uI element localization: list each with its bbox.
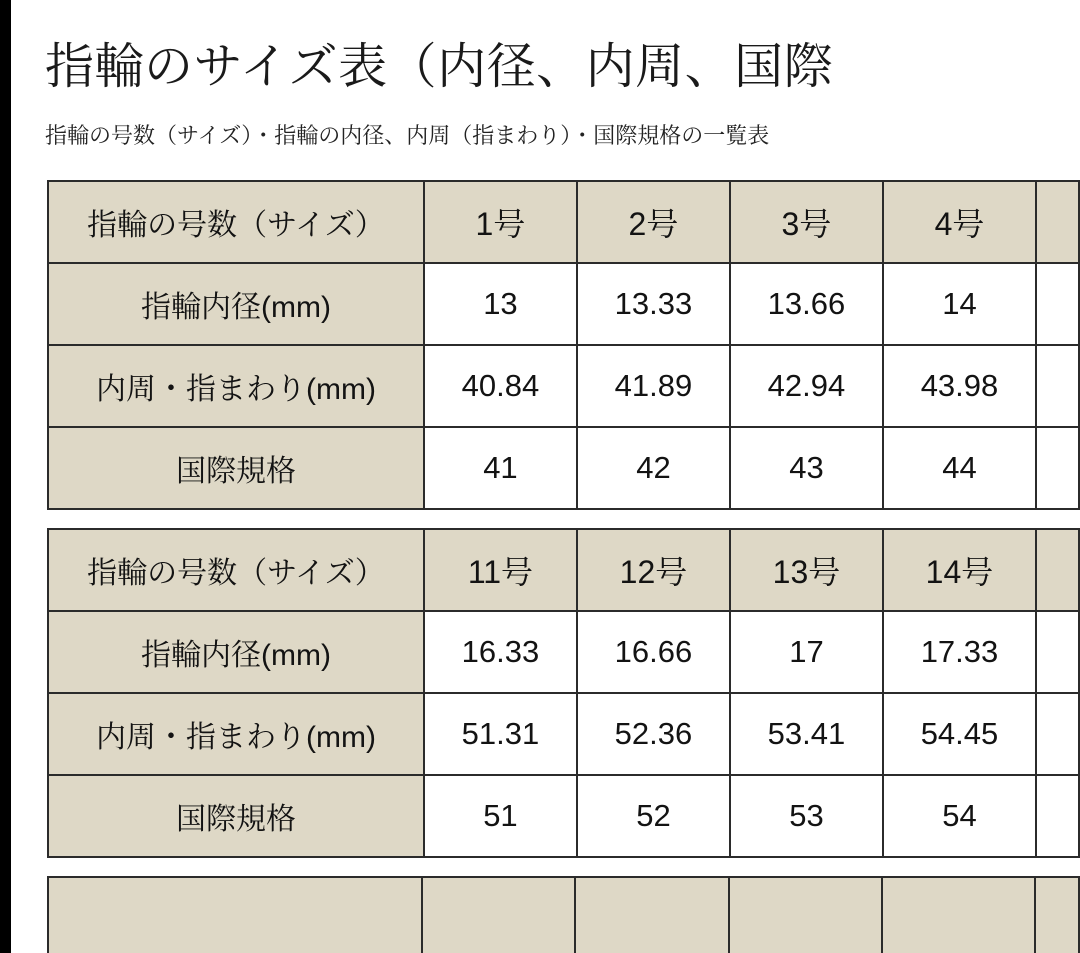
table-row	[48, 181, 1079, 263]
table-cell: 43	[730, 427, 883, 509]
table-cell: 52	[577, 775, 730, 857]
table-cell-clipped	[1036, 263, 1079, 345]
row-label-size-no: 指輪の号数（サイズ）	[48, 181, 424, 263]
row-label-size-no: 指輪の号数（サイズ）	[48, 529, 424, 611]
page-subtitle: 指輪の号数（サイズ）・指輪の内径、内周（指まわり）・国際規格の一覧表	[45, 122, 770, 148]
table-row	[48, 345, 1079, 427]
table-cell: 14号	[883, 529, 1036, 611]
table-row	[48, 877, 1079, 953]
table-cell: 41.89	[577, 345, 730, 427]
table-cell: 43.98	[883, 345, 1036, 427]
table-cell: 13号	[730, 529, 883, 611]
table-cell: 14	[883, 263, 1036, 345]
table-cell-clipped	[1036, 611, 1079, 693]
table-cell: 13.66	[730, 263, 883, 345]
table-cell-clipped	[1036, 693, 1079, 775]
table-row	[48, 529, 1079, 611]
table-cell	[575, 877, 728, 953]
table-cell: 16.33	[424, 611, 577, 693]
table-cell-clipped	[1036, 427, 1079, 509]
table-cell: 51	[424, 775, 577, 857]
table-cell: 13.33	[577, 263, 730, 345]
row-label-inner-diameter: 指輪内径(mm)	[48, 263, 424, 345]
table-cell: 2号	[577, 181, 730, 263]
row-label-international: 国際規格	[48, 775, 424, 857]
table-cell-clipped	[1035, 877, 1079, 953]
table-cell: 11号	[424, 529, 577, 611]
table-cell-clipped	[1036, 529, 1079, 611]
table-cell: 44	[883, 427, 1036, 509]
table-cell: 54.45	[883, 693, 1036, 775]
table-cell: 42.94	[730, 345, 883, 427]
row-label-international: 国際規格	[48, 427, 424, 509]
table-cell-clipped	[1036, 345, 1079, 427]
row-label-inner-diameter: 指輪内径(mm)	[48, 611, 424, 693]
size-tables	[47, 180, 1080, 953]
table-cell	[729, 877, 882, 953]
table-cell: 42	[577, 427, 730, 509]
table-cell: 13	[424, 263, 577, 345]
document-content	[11, 0, 1080, 953]
table-cell: 41	[424, 427, 577, 509]
table-cell	[882, 877, 1035, 953]
size-table-2	[47, 528, 1080, 858]
table-cell: 17.33	[883, 611, 1036, 693]
table-row	[48, 611, 1079, 693]
table-cell: 17	[730, 611, 883, 693]
table-cell: 53	[730, 775, 883, 857]
table-cell	[422, 877, 575, 953]
row-label-circumference: 内周・指まわり(mm)	[48, 345, 424, 427]
size-table-1	[47, 180, 1080, 510]
table-cell-clipped	[1036, 775, 1079, 857]
table-cell: 16.66	[577, 611, 730, 693]
size-table-3-partial	[47, 876, 1080, 953]
table-cell-clipped	[1036, 181, 1079, 263]
table-cell: 3号	[730, 181, 883, 263]
page-title: 指輪のサイズ表（内径、内周、国際	[45, 40, 834, 94]
table-cell: 53.41	[730, 693, 883, 775]
table-cell: 40.84	[424, 345, 577, 427]
row-label-size-no	[48, 877, 422, 953]
table-row	[48, 693, 1079, 775]
table-row	[48, 775, 1079, 857]
row-label-circumference: 内周・指まわり(mm)	[48, 693, 424, 775]
table-cell: 54	[883, 775, 1036, 857]
table-cell: 4号	[883, 181, 1036, 263]
table-cell: 1号	[424, 181, 577, 263]
page-left-edge	[0, 0, 11, 953]
table-row	[48, 263, 1079, 345]
table-cell: 51.31	[424, 693, 577, 775]
table-cell: 52.36	[577, 693, 730, 775]
table-cell: 12号	[577, 529, 730, 611]
table-row	[48, 427, 1079, 509]
